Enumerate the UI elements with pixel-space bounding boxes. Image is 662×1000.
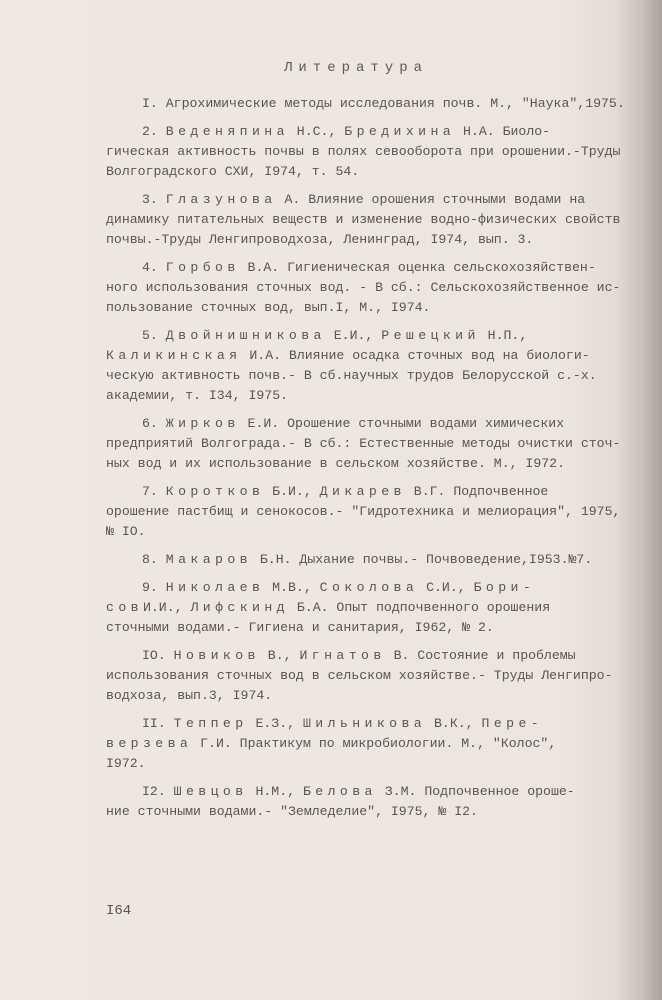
reference-line	[106, 550, 662, 570]
reference-text: водхоза, вып.3, I974.	[106, 688, 273, 703]
reference-line	[106, 646, 662, 666]
reference-line	[106, 230, 662, 250]
reference-item	[106, 326, 662, 406]
author-name: Двойнишникова	[165, 328, 326, 343]
author-name: Лифскинд	[190, 600, 289, 615]
reference-text: В. Состояние и проблемы	[385, 648, 576, 663]
reference-text: почвы.-Труды Ленгипроводхоза, Ленинград, I974, вып. 3.	[106, 232, 534, 247]
reference-text: № IO.	[106, 524, 146, 539]
reference-number: 6.	[142, 416, 158, 431]
reference-text: ние сточными водами.- "Земледелие", I975, № I2.	[106, 804, 478, 819]
reference-line	[106, 346, 662, 366]
reference-line	[106, 434, 662, 454]
reference-line	[106, 366, 662, 386]
reference-number: 3.	[142, 192, 158, 207]
author-name: Белова	[302, 784, 377, 799]
reference-line	[106, 190, 662, 210]
reference-text: Н.С.,	[288, 124, 345, 139]
reference-line	[106, 686, 662, 706]
reference-item	[106, 258, 662, 318]
reference-line	[106, 598, 662, 618]
reference-text: сточными водами.- Гигиена и санитария, I962, № 2.	[106, 620, 494, 635]
reference-number: 8.	[142, 552, 158, 567]
reference-item	[106, 782, 662, 822]
reference-item	[106, 578, 662, 638]
reference-line	[106, 122, 662, 142]
reference-text: ных вод и их использование в сельском хозяйстве. М., I972.	[106, 456, 565, 471]
reference-text: I972.	[106, 756, 146, 771]
author-name: Шевцов	[173, 784, 248, 799]
reference-line	[106, 802, 662, 822]
reference-line	[106, 414, 662, 434]
reference-text: И.И.,	[142, 600, 191, 615]
reference-text: Б.И.,	[264, 484, 320, 499]
author-name: Соколова	[319, 580, 419, 595]
author-name: Бредихина	[344, 124, 456, 139]
reference-number: 9.	[142, 580, 158, 595]
reference-line	[106, 386, 662, 406]
reference-text: Б.Н. Дыхание почвы.- Почвоведение,I953.№7.	[251, 552, 593, 567]
reference-line	[106, 162, 662, 182]
reference-text: С.И.,	[418, 580, 474, 595]
reference-number: I.	[142, 96, 158, 111]
author-name: Решецкий	[381, 328, 480, 343]
reference-number: 2.	[142, 124, 158, 139]
reference-text: предприятий Волгограда.- В сб.: Естественные методы очистки сточ-	[106, 436, 621, 451]
author-name: Коротков	[165, 484, 265, 499]
reference-text: орошение пастбищ и сенокосов.- "Гидротехника и мелиорация", 1975,	[106, 504, 621, 519]
reference-text: А. Влияние орошения сточными водами на	[276, 192, 586, 207]
reference-item	[106, 646, 662, 706]
reference-text: Н.А. Биоло-	[455, 124, 551, 139]
reference-line	[106, 618, 662, 638]
reference-text: Е.И. Орошение сточными водами химических	[239, 416, 565, 431]
author-name: Дикарев	[319, 484, 406, 499]
reference-line	[106, 482, 662, 502]
reference-item	[106, 482, 662, 542]
page-number: I64	[106, 903, 132, 919]
reference-text: В.Г. Подпочвенное	[405, 484, 549, 499]
reference-line	[106, 578, 662, 598]
author-name: Каликинская	[106, 348, 242, 363]
author-name: Николаев	[165, 580, 265, 595]
reference-text: академии, т. I34, I975.	[106, 388, 289, 403]
page-title: Литература	[283, 60, 428, 76]
reference-text: Н.П.,	[479, 328, 528, 343]
author-name: Макаров	[165, 552, 252, 567]
reference-line	[106, 454, 662, 474]
reference-line	[106, 298, 662, 318]
reference-line	[106, 258, 662, 278]
reference-line	[106, 502, 662, 522]
reference-text: Н.М.,	[247, 784, 303, 799]
reference-number: 5.	[142, 328, 158, 343]
author-name: Глазунова	[165, 192, 277, 207]
reference-line	[106, 754, 662, 774]
reference-text: Е.И.,	[325, 328, 382, 343]
reference-text: Агрохимические методы исследования почв. М., "Наука",1975.	[165, 96, 625, 111]
author-name: Бори-	[473, 580, 536, 595]
reference-line	[106, 734, 662, 754]
reference-text: В.,	[259, 648, 300, 663]
reference-line	[106, 94, 662, 114]
author-name: Новиков	[173, 648, 260, 663]
reference-item	[106, 190, 662, 250]
reference-text: ного использования сточных вод. - В сб.: Сельскохозяйственное ис-	[106, 280, 621, 295]
reference-text: И.А. Влияние осадка сточных вод на биологи-	[241, 348, 590, 363]
reference-text: Волгоградского СХИ, I974, т. 54.	[106, 164, 360, 179]
reference-number: 7.	[142, 484, 158, 499]
reference-line	[106, 210, 662, 230]
author-name: Горбов	[165, 260, 240, 275]
reference-text: М.В.,	[264, 580, 320, 595]
reference-item	[106, 122, 662, 182]
author-name: Теппер	[173, 716, 248, 731]
reference-number: IO.	[142, 648, 166, 663]
reference-line	[106, 522, 662, 542]
reference-text: З.М. Подпочвенное ороше-	[376, 784, 575, 799]
reference-text: В.А. Гигиеническая оценка сельскохозяйствен-	[239, 260, 596, 275]
author-name: Жирков	[165, 416, 240, 431]
author-name: Игнатов	[299, 648, 386, 663]
reference-text: гическая активность почвы в полях севооборота при орошении.-Труды	[106, 144, 621, 159]
author-name: сов	[106, 600, 143, 615]
reference-text: Б.А. Опыт подпочвенного орошения	[288, 600, 551, 615]
reference-text: Е.З.,	[247, 716, 303, 731]
reference-line	[106, 142, 662, 162]
reference-item	[106, 714, 662, 774]
reference-number: 4.	[142, 260, 158, 275]
author-name: Пере-	[481, 716, 544, 731]
reference-text: пользование сточных вод, вып.I, М., I974.	[106, 300, 431, 315]
reference-number: II.	[142, 716, 166, 731]
reference-text: Г.И. Практикум по микробиологии. М., "Колос",	[192, 736, 557, 751]
reference-number: I2.	[142, 784, 166, 799]
reference-item	[106, 414, 662, 474]
reference-item	[106, 94, 662, 114]
reference-line	[106, 278, 662, 298]
author-name: верзева	[106, 736, 193, 751]
reference-text: использования сточных вод в сельском хозяйстве.- Труды Ленгипро-	[106, 668, 613, 683]
reference-list	[106, 94, 662, 830]
reference-text: В.К.,	[426, 716, 482, 731]
reference-line	[106, 714, 662, 734]
reference-line	[106, 666, 662, 686]
author-name: Шильникова	[302, 716, 427, 731]
reference-line	[106, 782, 662, 802]
reference-text: динамику питательных веществ и изменение водно-физических свойств	[106, 212, 621, 227]
reference-line	[106, 326, 662, 346]
author-name: Веденяпина	[165, 124, 289, 139]
reference-item	[106, 550, 662, 570]
reference-text: ческую активность почв.- В сб.научных трудов Белорусской с.-х.	[106, 368, 597, 383]
